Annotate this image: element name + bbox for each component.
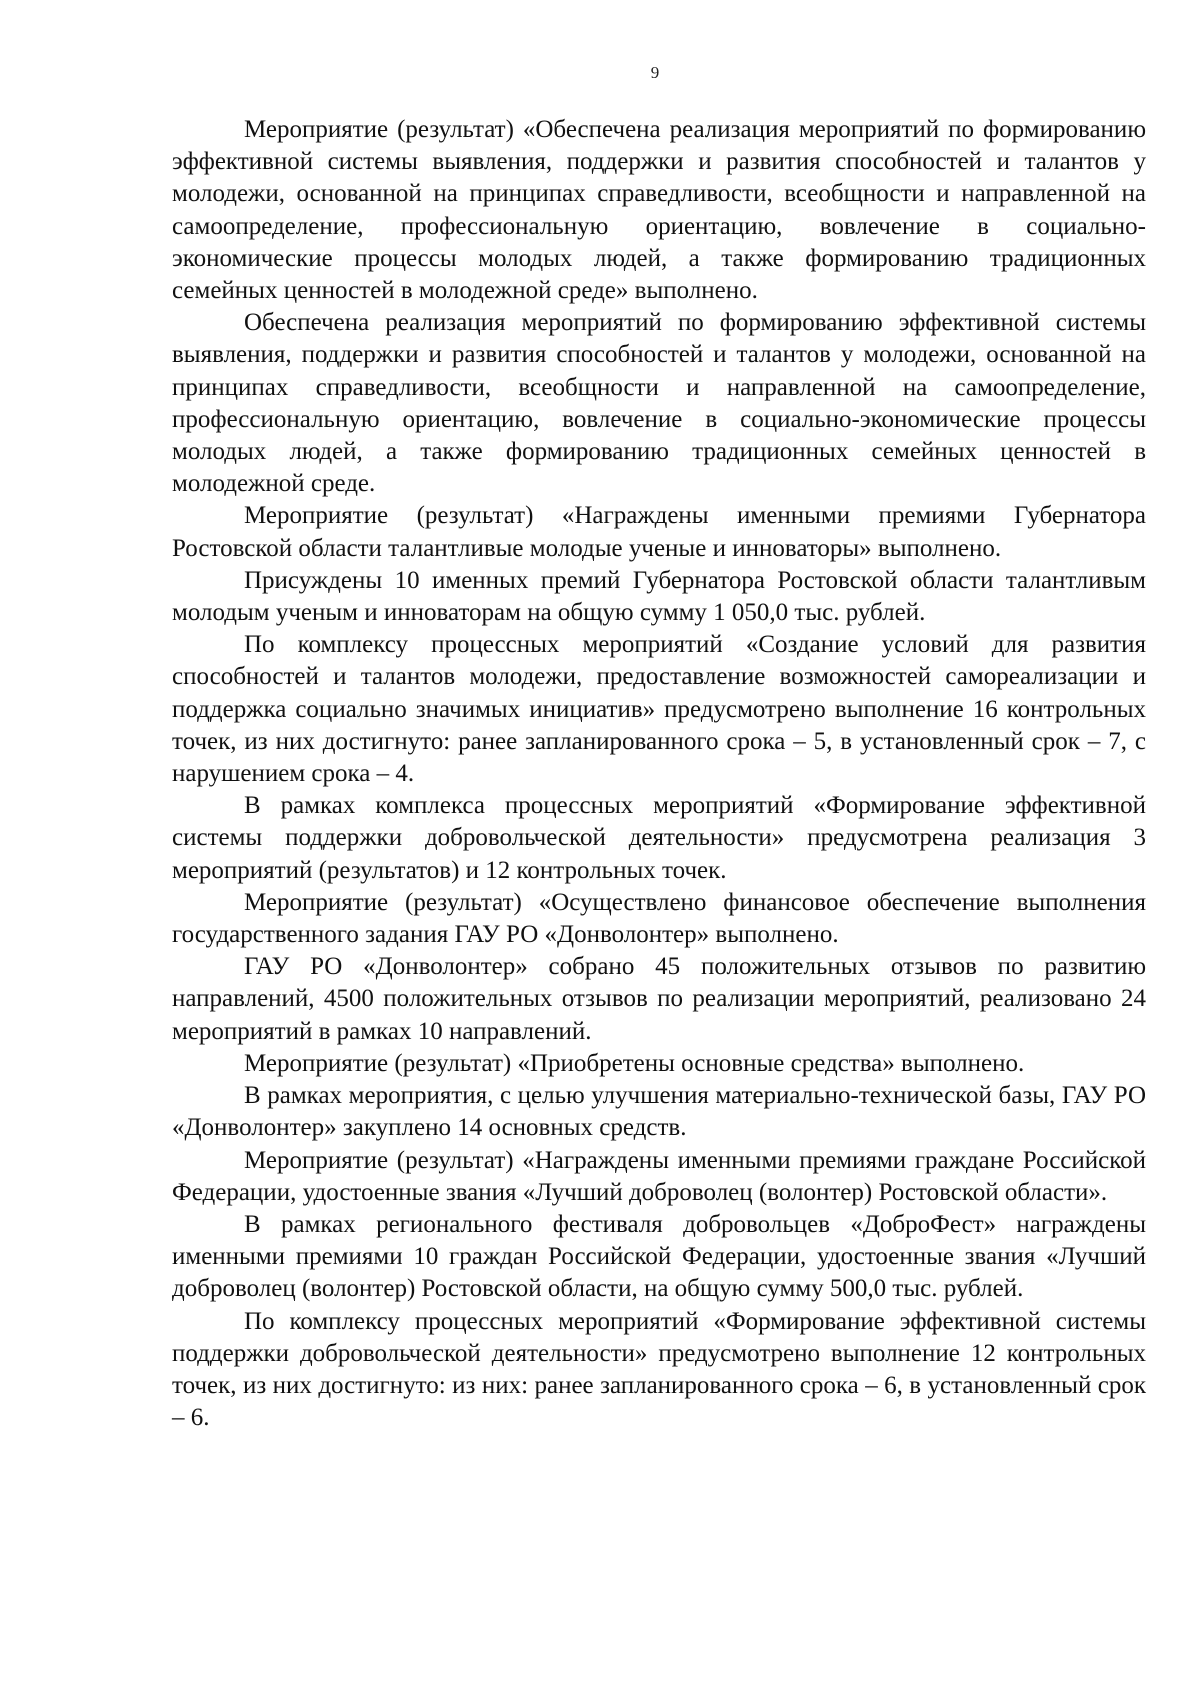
paragraph: По комплексу процессных мероприятий «Создание условий для развития способностей и талантов молодежи, предоставление возможностей самореализации и поддержка социально значимых инициатив» предусмотрено выполнение 16 контрольных точек, из них достигнуто: ранее запланированного срока – 5, в установленный срок – 7, с нарушением срока – 4. <box>172 631 1146 788</box>
paragraph: В рамках комплекса процессных мероприятий «Формирование эффективной системы поддержки добровольческой деятельности» предусмотрена реализация 3 мероприятий (результатов) и 12 контрольных точек. <box>172 792 1146 884</box>
paragraph: В рамках мероприятия, с целью улучшения материально-технической базы, ГАУ РО «Донволонтер» закуплено 14 основных средств. <box>172 1082 1146 1142</box>
paragraph: Мероприятие (результат) «Обеспечена реализация мероприятий по формированию эффективной системы выявления, поддержки и развития способностей и талантов у молодежи, основанной на принципах справедливости, всеобщности и направленной на самоопределение, профессиональную ориентацию, вовлечение в социально-экономические процессы молодых людей, а также формированию традиционных семейных ценностей в молодежной среде» выполнено. <box>172 116 1146 305</box>
paragraph: В рамках регионального фестиваля добровольцев «ДоброФест» награждены именными премиями 10 граждан Российской Федерации, удостоенные звания «Лучший доброволец (волонтер) Ростовской области, на общую сумму 500,0 тыс. рублей. <box>172 1210 1146 1303</box>
paragraph: Мероприятие (результат) «Награждены именными премиями Губернатора Ростовской области талантливые молодые ученые и инноваторы» выполнено. <box>172 502 1146 562</box>
paragraph: Мероприятие (результат) «Награждены именными премиями граждане Российской Федерации, удостоенные звания «Лучший доброволец (волонтер) Ростовской области». <box>172 1146 1146 1206</box>
paragraph: Присуждены 10 именных премий Губернатора Ростовской области талантливым молодым ученым и инноваторам на общую сумму 1 050,0 тыс. рублей. <box>172 566 1146 627</box>
paragraph: Мероприятие (результат) «Приобретены основные средства» выполнено. <box>244 1049 1025 1077</box>
paragraph: Мероприятие (результат) «Осуществлено финансовое обеспечение выполнения государственного задания ГАУ РО «Донволонтер» выполнено. <box>172 888 1146 949</box>
page-number: 9 <box>650 63 660 82</box>
document-body <box>172 114 1146 1434</box>
paragraph: ГАУ РО «Донволонтер» собрано 45 положительных отзывов по развитию направлений, 4500 положительных отзывов по реализации мероприятий, реализовано 24 мероприятий в рамках 10 направлений. <box>172 953 1146 1045</box>
paragraph: Обеспечена реализация мероприятий по формированию эффективной системы выявления, поддержки и развития способностей и талантов у молодежи, основанной на принципах справедливости, всеобщности и направленной на самоопределение, профессиональную ориентацию, вовлечение в социально-экономические процессы молодых людей, а также формированию традиционных семейных ценностей в молодежной среде. <box>172 309 1146 498</box>
paragraph: По комплексу процессных мероприятий «Формирование эффективной системы поддержки добровольческой деятельности» предусмотрено выполнение 12 контрольных точек, из них достигнуто: из них: ранее запланированного срока – 6, в установленный срок – 6. <box>172 1307 1146 1432</box>
